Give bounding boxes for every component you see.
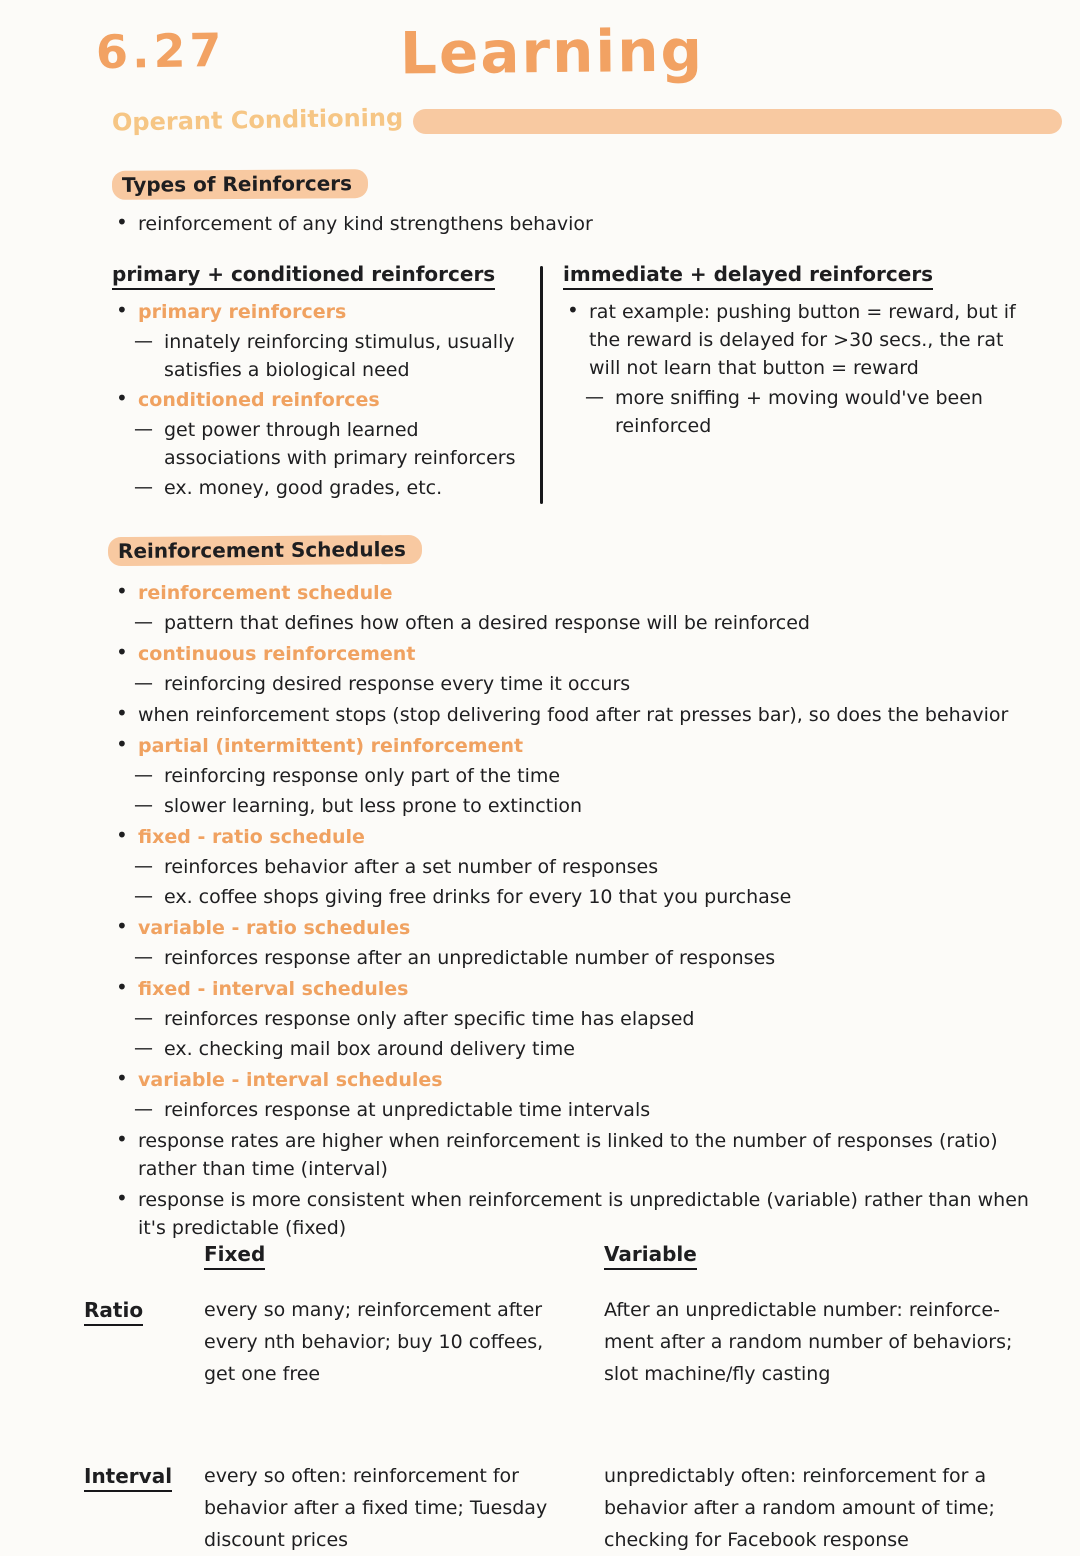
term-text: conditioned reinforces [138, 389, 380, 411]
term-text: partial (intermittent) reinforcement [138, 735, 524, 757]
types-of-reinforcers-section [112, 170, 368, 199]
bullet-text: response is more consistent when reinforcement is unpredictable (variable) rather than when it's predictable (fixed) [138, 1189, 1029, 1239]
types-bullet [112, 210, 698, 238]
column-heading: primary + conditioned reinforcers [112, 262, 495, 290]
sub-note: — reinforces behavior after a set number of responses [112, 853, 1037, 881]
column-header-variable [604, 1242, 1050, 1270]
corner-cell [84, 1242, 204, 1270]
sub-note: — ex. checking mail box around delivery time [112, 1035, 1037, 1063]
row-header-label: Ratio [84, 1298, 143, 1326]
list-item [112, 579, 1037, 607]
immediate-delayed-column [543, 262, 1040, 504]
bullet-text: rat example: pushing button = reward, but if the reward is delayed for >30 secs., the rat will not learn that button = reward [589, 301, 1016, 379]
table-cell-ratio-fixed: every so many; reinforcement after every nth behavior; buy 10 coffees, get one free [204, 1299, 544, 1385]
list-item [112, 1066, 1037, 1094]
term-text: variable - interval schedules [138, 1069, 443, 1091]
list-item [112, 823, 1037, 851]
sub-note: — ex. coffee shops giving free drinks for every 10 that you purchase [112, 883, 1037, 911]
list-item [112, 975, 1037, 1003]
list-item [563, 298, 1040, 382]
sub-note: — reinforces response only after specific time has elapsed [112, 1005, 1037, 1033]
list-item [112, 914, 1037, 942]
table-cell-interval-variable: unpredictably often: reinforcement for a behavior after a random amount of time; checking for Facebook response [604, 1465, 995, 1551]
term-text: variable - ratio schedules [138, 917, 411, 939]
bullet-text: reinforcement of any kind strengthens behavior [138, 213, 593, 235]
subtitle-highlight-bar [413, 109, 1062, 134]
page-title: Learning [399, 16, 705, 88]
table-cell-ratio-variable: After an unpredictable number: reinforce- ment after a random number of behaviors; slot machine/fly casting [604, 1299, 1013, 1385]
sub-note: — reinforcing desired response every time it occurs [112, 670, 1037, 698]
column-header-fixed [204, 1242, 604, 1270]
subtitle-row [111, 103, 1062, 137]
table-cell-interval-fixed: every so often: reinforcement for behavior after a fixed time; Tuesday discount prices [204, 1465, 548, 1551]
sub-note: — get power through learned associations with primary reinforcers [112, 416, 540, 472]
column-heading: immediate + delayed reinforcers [563, 262, 933, 290]
list-item [112, 1127, 1037, 1183]
sub-note: — slower learning, but less prone to extinction [112, 792, 1037, 820]
bullet-text: response rates are higher when reinforcement is linked to the number of responses (ratio) rather than time (interval) [138, 1130, 998, 1180]
sub-note: — more sniffing + moving would've been reinforced [563, 384, 1040, 440]
sub-note: — pattern that defines how often a desired response will be reinforced [112, 609, 1037, 637]
column-header-label: Fixed [204, 1242, 265, 1270]
row-header-interval [84, 1436, 204, 1556]
term-text: fixed - ratio schedule [138, 826, 365, 848]
list-item [112, 1186, 1037, 1242]
list-item [112, 298, 540, 326]
row-header-label: Interval [84, 1464, 172, 1492]
term-text: reinforcement schedule [138, 582, 393, 604]
column-header-label: Variable [604, 1242, 697, 1270]
bullet-text: when reinforcement stops (stop delivering food after rat presses bar), so does the behavior [138, 704, 1009, 726]
list-item [112, 386, 540, 414]
term-text: continuous reinforcement [138, 643, 416, 665]
reinforcer-comparison-columns [112, 262, 1040, 504]
row-header-ratio [84, 1270, 204, 1390]
page-subtitle: Operant Conditioning [111, 103, 404, 137]
section-heading: Reinforcement Schedules [108, 535, 422, 566]
term-text: fixed - interval schedules [138, 978, 409, 1000]
sub-note: — innately reinforcing stimulus, usually satisfies a biological need [112, 328, 540, 384]
section-heading: Types of Reinforcers [112, 169, 368, 200]
page-date: 6.27 [95, 22, 226, 80]
reinforcement-schedules-section [108, 536, 422, 565]
primary-conditioned-column [112, 262, 540, 504]
sub-note: — reinforces response after an unpredictable number of responses [112, 944, 1037, 972]
list-item [112, 640, 1037, 668]
ratio-interval-table [84, 1242, 1050, 1556]
table-row-gap [84, 1390, 1050, 1436]
sub-note: — reinforces response at unpredictable time intervals [112, 1096, 1037, 1124]
sub-note: — reinforcing response only part of the time [112, 762, 1037, 790]
term-text: primary reinforcers [138, 301, 347, 323]
sub-note: — ex. money, good grades, etc. [112, 474, 540, 502]
list-item [112, 701, 1037, 729]
list-item [112, 732, 1037, 760]
schedules-list [112, 576, 1037, 1242]
